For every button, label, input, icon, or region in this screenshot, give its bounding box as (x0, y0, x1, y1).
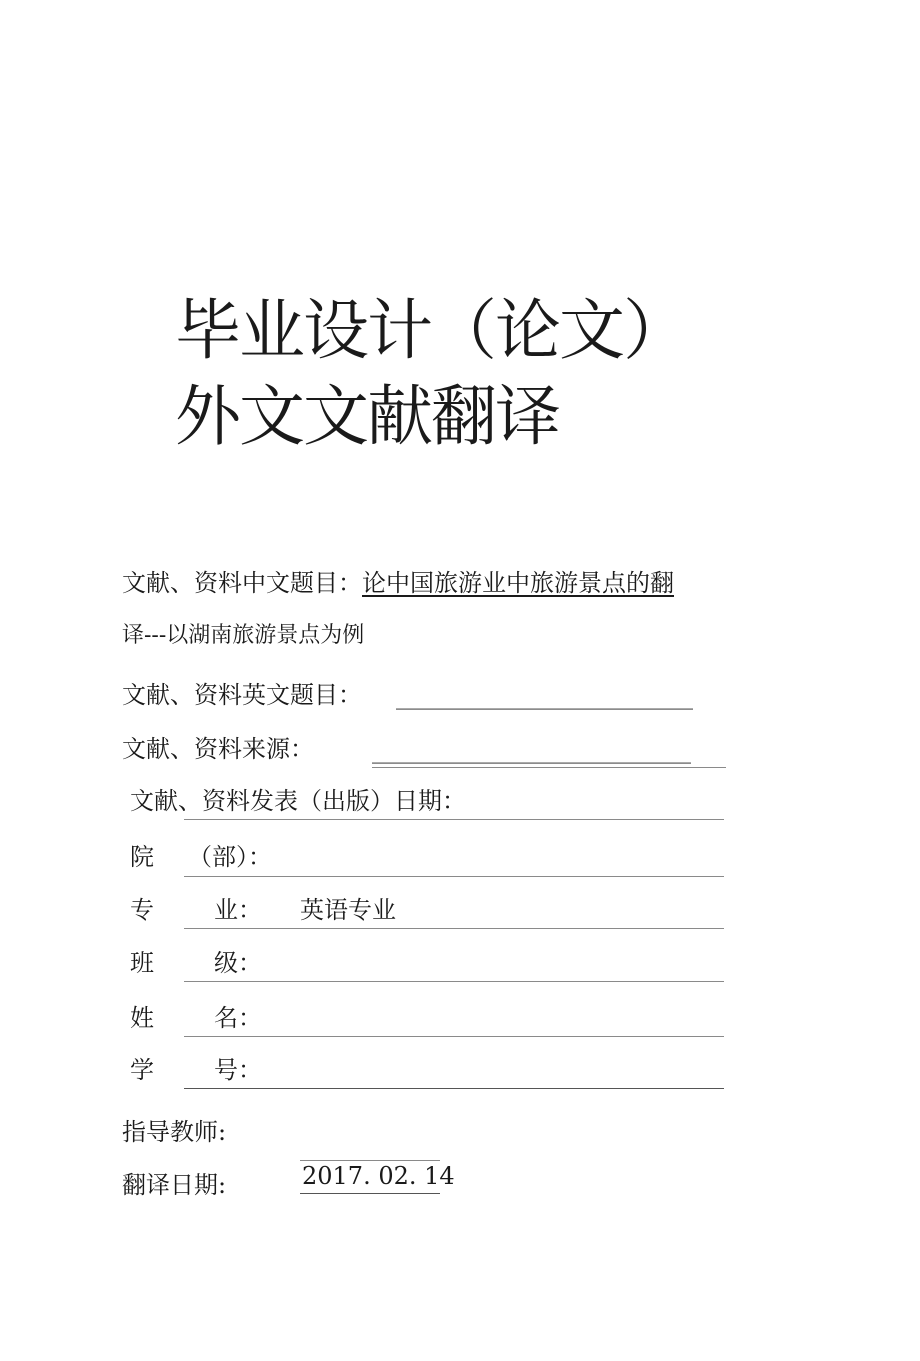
major-label-a: 专 (130, 896, 154, 924)
student-id-label-b: 号： (214, 1056, 262, 1084)
class-label-a: 班 (130, 949, 154, 977)
cover-title-line-2: 外文文献翻译 (175, 378, 559, 455)
en-title-label: 文献、资料英文题目： (122, 681, 362, 709)
cn-title-label: 文献、资料中文题目： (122, 569, 362, 597)
class-label-b: 级： (214, 949, 262, 977)
en-title-blank: ___________________________ (396, 685, 693, 710)
cn-title-value-line-1: 论中国旅游业中旅游景点的翻 (362, 569, 674, 597)
pub-date-label: 文献、资料发表（出版）日期： (130, 787, 466, 815)
department-label-a: 院 (130, 843, 154, 871)
name-rule (184, 1036, 724, 1037)
major-value: 英语专业 (300, 896, 396, 924)
translate-date-label: 翻译日期: (122, 1171, 227, 1199)
name-label-b: 名： (214, 1004, 262, 1032)
student-id-label-a: 学 (130, 1056, 154, 1084)
department-label-b: （部）： (188, 843, 272, 871)
translate-date-value: 2017. 02. 14 (302, 1162, 455, 1190)
student-id-rule (184, 1088, 724, 1089)
major-label-b: 业： (214, 896, 262, 924)
advisor-label: 指导教师: (122, 1118, 227, 1146)
cn-title-value-line-2: 译---以湖南旅游景点为例 (122, 623, 365, 648)
source-blank: _____________________________ (372, 739, 691, 764)
cn-title-field (122, 571, 674, 595)
major-rule (184, 928, 724, 929)
source-label: 文献、资料来源： (122, 735, 314, 763)
source-rule (372, 767, 726, 768)
cover-title-line-1: 毕业设计（论文） (175, 292, 687, 369)
pub-date-rule (184, 819, 724, 820)
department-rule (184, 876, 724, 877)
class-rule (184, 981, 724, 982)
name-label-a: 姓 (130, 1004, 154, 1032)
